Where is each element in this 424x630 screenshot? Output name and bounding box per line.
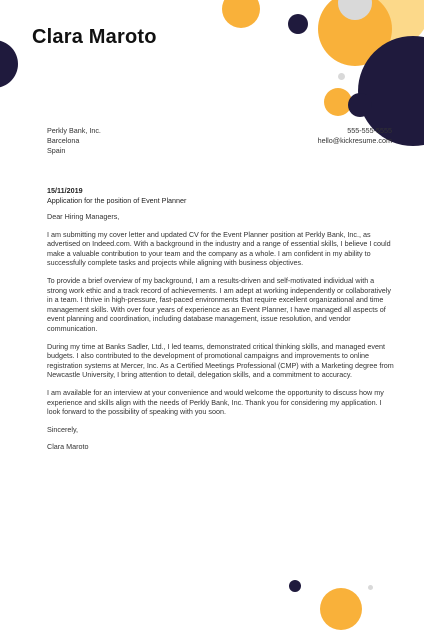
decor-circle-navy-bottom bbox=[289, 580, 301, 592]
decor-circle-gray-small bbox=[338, 73, 345, 80]
date-subject bbox=[47, 186, 186, 206]
recipient-city: Barcelona bbox=[47, 136, 80, 145]
paragraph-1: I am submitting my cover letter and updated CV for the Event Planner position at Perkly Bank, Inc., as advertised on Indeed.com. With a background in the industry and a range of essential skills, I believe I could make a valuable contribution to your team and the company as a whole. I am confident in my ability to successfully complete tasks and projects while aligning with business objectives. bbox=[47, 229, 391, 268]
recipient-country: Spain bbox=[47, 146, 66, 155]
recipient-company: Perkly Bank, Inc. bbox=[47, 126, 101, 135]
applicant-name: Clara Maroto bbox=[32, 26, 157, 48]
recipient-address bbox=[47, 126, 101, 156]
paragraph-4: I am available for an interview at your convenience and would welcome the opportunity to discuss how my experience and skills align with the needs of Perkly Bank, Inc. Thank you for considering my application. I look forward to the possibility of speaking with you soon. bbox=[47, 387, 384, 417]
decor-circle-orange-bottom bbox=[320, 588, 362, 630]
decor-circle-orange-small bbox=[222, 0, 260, 28]
decor-circle-navy-left bbox=[0, 40, 18, 88]
decor-circle-navy-mid bbox=[348, 93, 372, 117]
closing: Sincerely, bbox=[47, 424, 79, 434]
salutation: Dear Hiring Managers, bbox=[47, 212, 120, 221]
letter-subject: Application for the position of Event Planner bbox=[47, 196, 187, 205]
letter-date: 15/11/2019 bbox=[47, 186, 83, 195]
decor-circle-navy-small bbox=[288, 14, 308, 34]
contact-info bbox=[318, 126, 392, 146]
paragraph-3: During my time at Banks Sadler, Ltd., I led teams, demonstrated critical thinking skills, and managed event budgets. I also contributed to the development of promotional campaigns and improvements to online registration systems at Mercer, Inc. As a Certified Meetings Professional (CMP) with a Marketing degree from Newcastle University, I bring attention to detail, delegation skills, and a commitment to accuracy. bbox=[47, 341, 394, 380]
paragraph-2: To provide a brief overview of my background, I am a results-driven and self-motivated individual with a strong work ethic and a track record of achievements. I am adept at working independently or collaboratively in a team. I thrive in high-pressure, fast-paced environments that require excellent organizational and time management skills. With over four years of experience as an Event Planner, I have managed all aspects of event planning and coordination, including database management, issue resolution, and vendor communication. bbox=[47, 275, 391, 333]
email-address: hello@kickresume.com bbox=[317, 136, 392, 145]
phone-number: 555-555-5555 bbox=[347, 126, 392, 135]
decor-circle-gray-bottom bbox=[368, 585, 373, 590]
letter-body bbox=[47, 212, 395, 460]
signature-name: Clara Maroto bbox=[47, 442, 89, 452]
